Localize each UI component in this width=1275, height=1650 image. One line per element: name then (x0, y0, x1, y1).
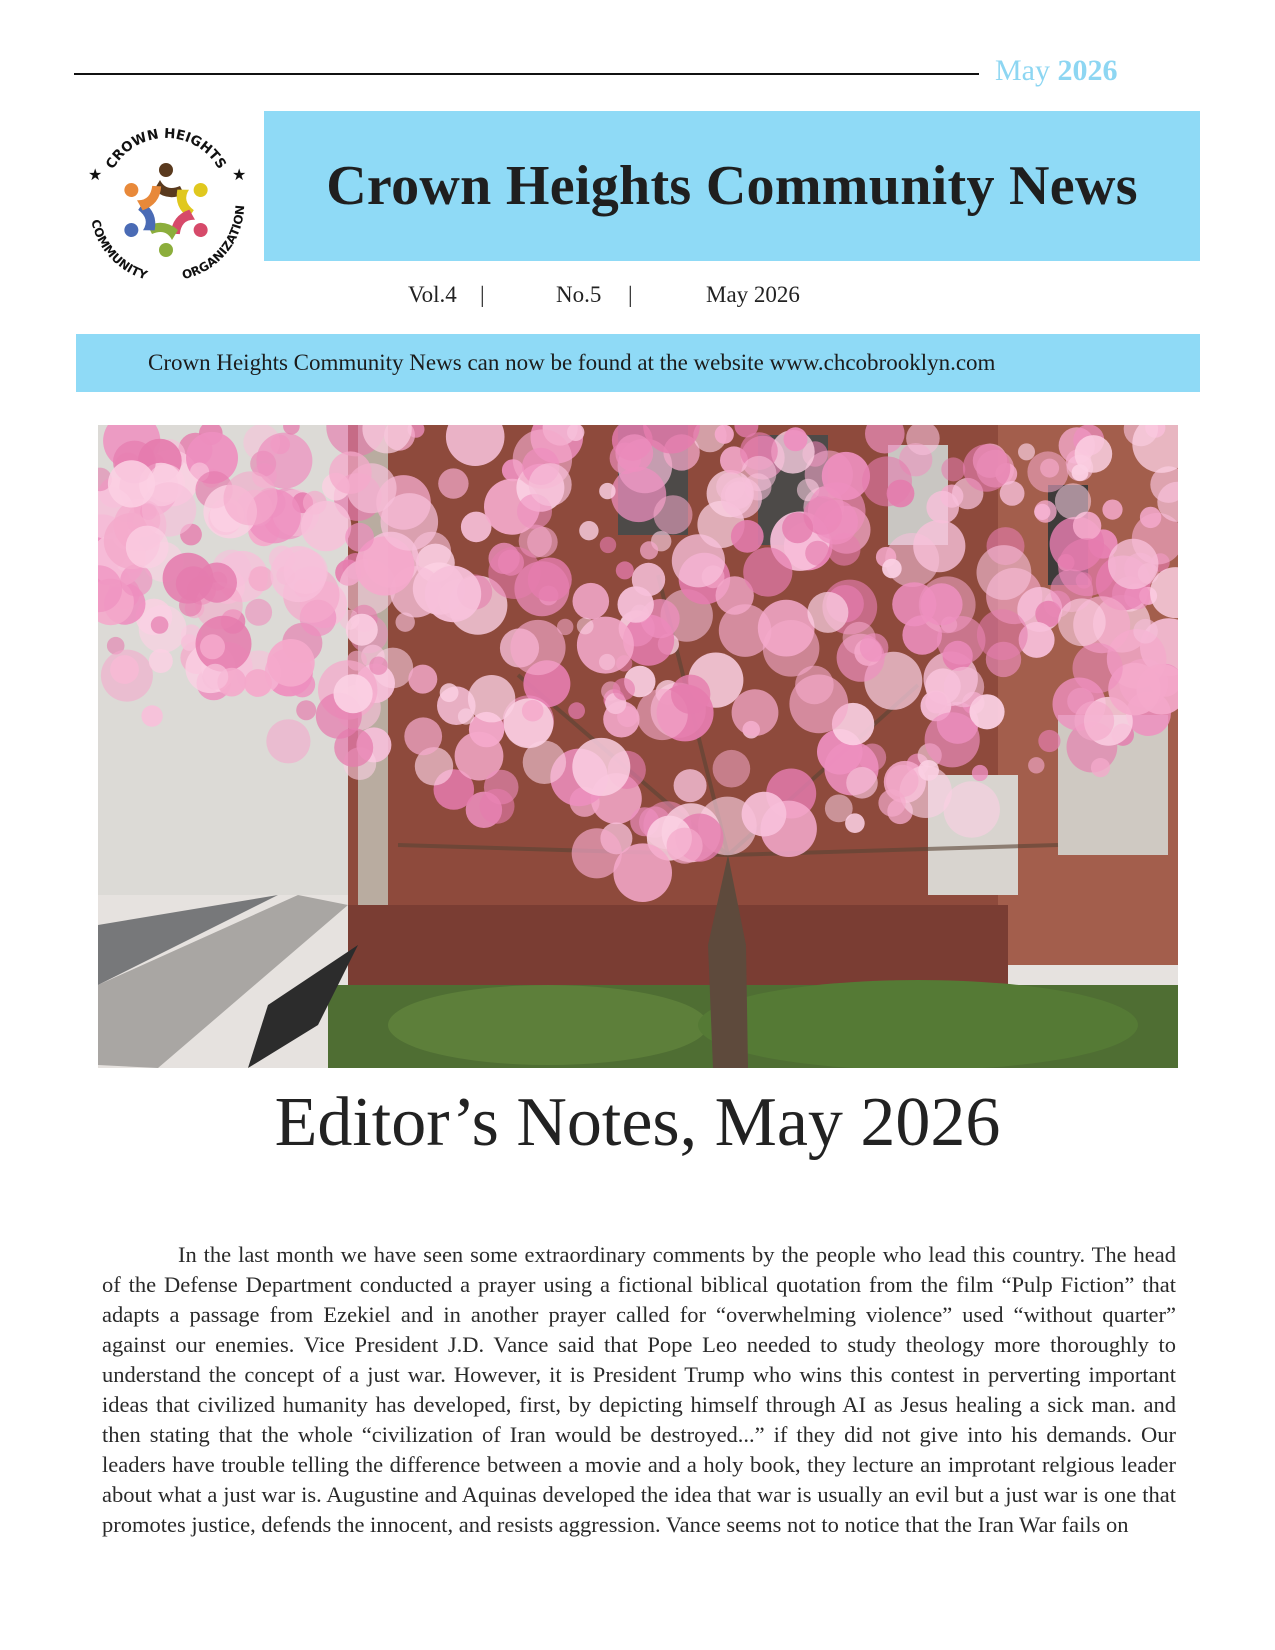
header-date (995, 56, 1118, 86)
issue-separator-1: | (480, 282, 485, 307)
masthead-title: Crown Heights Community News (326, 155, 1138, 217)
issue-date: May 2026 (706, 282, 800, 307)
issue-number: No.5 (556, 282, 602, 307)
website-banner (76, 334, 1200, 392)
logo-figure (119, 171, 164, 214)
header-date-year: 2026 (1057, 54, 1118, 87)
logo-star-left-icon: ★ (88, 167, 103, 184)
organization-logo (80, 118, 252, 290)
issue-volume: Vol.4 (408, 282, 457, 307)
cherry-blossom-photo (98, 425, 1178, 1068)
header-rule (74, 73, 979, 75)
logo-figure (116, 201, 161, 244)
masthead (264, 111, 1200, 261)
website-banner-text: Crown Heights Community News can now be found at the website www.chcobrooklyn.com (148, 350, 996, 375)
logo-right-text: ORGANIZATION (180, 204, 248, 283)
issue-info (0, 282, 1275, 312)
svg-text:COMMUNITY (88, 218, 149, 283)
header-date-month: May (995, 54, 1050, 87)
logo-emblem (80, 118, 252, 290)
article-body: In the last month we have seen some extraordinary comments by the people who lead this country. The head of the Defense Department conducted a prayer using a fictional biblical quotation from the film “Pulp Fiction” that adapts a passage from Ezekiel and in another prayer called for “overwhelming violence” used “without quarter” against our enemies. Vice President J.D. Vance said that Pope Leo needed to study theology more thoroughly to understand the concept of a just war. However, it is President Trump who wins this contest in perverting important ideas that civilized humanity has developed, first, by depicting himself through AI as Jesus healing a sick man. and then stating that the whole “civilization of Iran would be destroyed...” if they did not give into his demands. Our leaders have trouble telling the difference between a movie and a holy book, they lecture an improtant relgious leader about what a just war is. Augustine and Aquinas developed the idea that war is usually an evil but a just war is one that promotes justice, defends the innocent, and resists aggression. Vance seems not to notice that the Iran War fails on (102, 1242, 1176, 1537)
logo-figure (171, 176, 216, 219)
logo-top-text: CROWN HEIGHTS (102, 125, 230, 172)
cherry-blossom-image (98, 425, 1178, 1068)
logo-figures (116, 163, 215, 257)
article-title: Editor’s Notes, May 2026 (274, 1084, 1001, 1161)
logo-left-text: COMMUNITY (88, 217, 150, 283)
logo-star-right-icon: ★ (232, 167, 247, 184)
issue-separator-2: | (628, 282, 633, 307)
